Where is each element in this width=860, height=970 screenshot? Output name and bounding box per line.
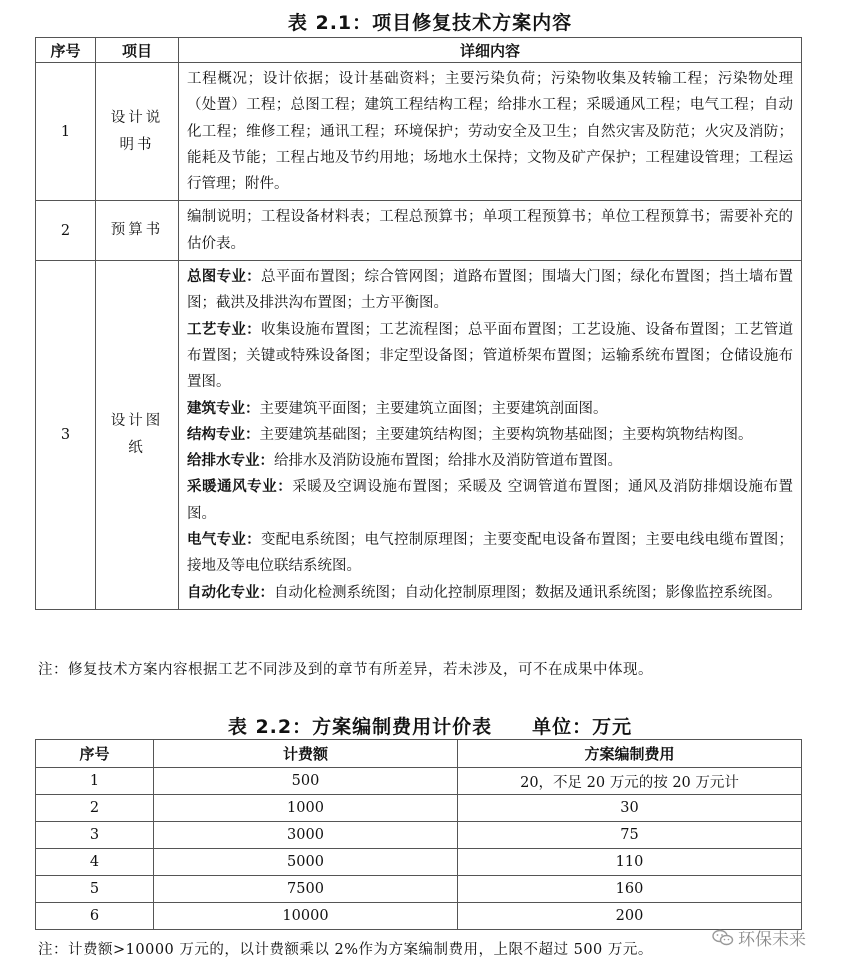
row-base: 500 [154,768,458,795]
wechat-icon [712,929,734,947]
row-detail: 编制说明；工程设备材料表；工程总预算书；单项工程预算书；单位工程预算书；需要补充的估价表。 [179,201,802,261]
section-text: 给排水及消防设施布置图；给排水及消防管道布置图。 [274,453,622,470]
header-num: 序号 [36,38,96,63]
row-num: 6 [36,903,154,930]
row-base: 1000 [154,795,458,822]
row-num: 2 [36,201,96,261]
section-text: 主要建筑基础图；主要建筑结构图；主要构筑物基础图；主要构筑物结构图。 [259,426,753,443]
tech-plan-table [35,37,802,610]
section-label: 给排水专业： [187,453,274,470]
row-num: 3 [36,261,96,610]
section-label: 建筑专业： [187,400,260,417]
table1-header-row [36,38,802,63]
row-fee: 110 [458,849,802,876]
table2-title: 表 2.2：方案编制费用计价表 [227,716,493,738]
row-fee: 75 [458,822,802,849]
row-base: 5000 [154,849,458,876]
table2-header-row [36,740,802,768]
row-item: 设计说明书 [96,63,179,201]
section-text: 采暖及空调设施布置图；采暖及 空调管道布置图；通风及消防排烟设施布置图。 [187,479,794,522]
fee-table [35,739,802,930]
header-detail: 详细内容 [179,38,802,63]
row-fee: 160 [458,876,802,903]
watermark [712,925,806,950]
row-base: 10000 [154,903,458,930]
row-detail-sections [179,261,802,610]
row-num: 4 [36,849,154,876]
table-row [36,201,802,261]
header-base: 计费额 [154,740,458,768]
row-base: 3000 [154,822,458,849]
section-label: 总图专业： [187,269,261,286]
table-row [36,261,802,610]
row-fee: 20，不足 20 万元的按 20 万元计 [458,768,802,795]
header-fee: 方案编制费用 [458,740,802,768]
row-fee: 30 [458,795,802,822]
row-base: 7500 [154,876,458,903]
section-label: 结构专业： [187,426,260,443]
row-num: 5 [36,876,154,903]
table2-caption [0,712,860,739]
table-row [36,822,802,849]
section-general-layout [187,264,793,317]
header-item: 项目 [96,38,179,63]
table2-note: 注：计费额>10000 万元的，以计费额乘以 2%作为方案编制费用，上限不超过 500 万元。 [38,942,653,958]
section-label: 采暖通风专业： [187,479,293,496]
table2-unit: 单位：万元 [532,716,633,738]
section-label: 自动化专业： [187,584,274,601]
table1-caption: 表 2.1：项目修复技术方案内容 [287,12,573,34]
section-text: 总平面布置图；综合管网图；道路布置图；围墙大门图；绿化布置图；挡土墙布置图；截洪及排洪沟布置图；土方平衡图。 [187,269,793,312]
row-fee: 200 [458,903,802,930]
section-label: 工艺专业： [187,321,261,338]
row-num: 2 [36,795,154,822]
row-num: 1 [36,768,154,795]
row-num: 3 [36,822,154,849]
row-num: 1 [36,63,96,201]
table-row [36,63,802,201]
table-row [36,849,802,876]
row-detail: 工程概况；设计依据；设计基础资料；主要污染负荷；污染物收集及转输工程；污染物处理（处置）工程；总图工程；建筑工程结构工程；给排水工程；采暖通风工程；电气工程；自动化工程；维修工程；通讯工程；环境保护；劳动安全及卫生；自然灾害及防范；火灾及消防；能耗及节能；工程占地及节约用地；场地水土保持；文物及矿产保护；工程建设管理；工程运行管理；附件。 [179,63,802,201]
section-automation [187,580,793,606]
header-num: 序号 [36,740,154,768]
section-process [187,317,793,396]
section-hvac [187,474,793,527]
table-row [36,876,802,903]
section-text: 自动化检测系统图；自动化控制原理图；数据及通讯系统图；影像监控系统图。 [274,584,782,601]
table1-note: 注：修复技术方案内容根据工艺不同涉及到的章节有所差异，若未涉及，可不在成果中体现。 [38,662,653,678]
section-plumbing [187,448,793,474]
section-text: 主要建筑平面图；主要建筑立面图；主要建筑剖面图。 [259,400,608,417]
row-item: 设计图纸 [96,261,179,610]
section-architecture [187,396,793,422]
table-row [36,768,802,795]
section-electrical [187,527,793,580]
table-row [36,903,802,930]
row-item: 预算书 [96,201,179,261]
table-row [36,795,802,822]
section-label: 电气专业： [187,532,261,549]
section-structure [187,422,793,448]
watermark-text: 环保未来 [738,930,806,950]
section-text: 变配电系统图；电气控制原理图；主要变配电设备布置图；主要电线电缆布置图；接地及等电位联结系统图。 [187,532,793,575]
section-text: 收集设施布置图；工艺流程图；总平面布置图；工艺设施、设备布置图；工艺管道布置图；关键或特殊设备图；非定型设备图；管道桥架布置图；运输系统布置图；仓储设施布置图。 [187,321,793,391]
